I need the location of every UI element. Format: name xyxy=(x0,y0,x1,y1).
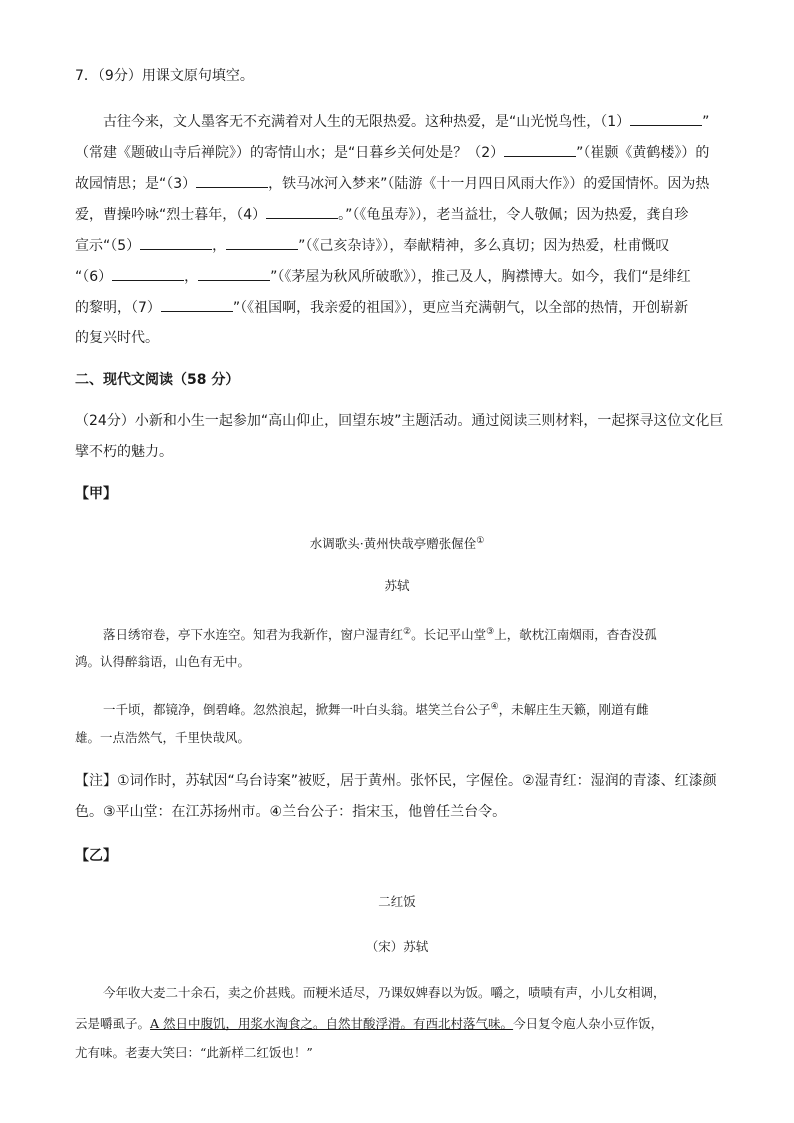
essay-line-2: 云是嚼虱子。A 然日中腹饥，用浆水淘食之。自然甘酸浮滑。有西北村落气味。今日复令庖人杂小豆作饭， xyxy=(75,1016,664,1031)
poem-p1-line1: 落日绣帘卷，亭下水连空。知君为我新作，窗户湿青红②。长记平山堂③上，欹枕江南烟雨，杳杳没孤 xyxy=(103,627,657,643)
blank-6a[interactable] xyxy=(112,266,184,281)
blank-1[interactable] xyxy=(630,111,702,126)
blank-3[interactable] xyxy=(196,173,268,188)
underlined-sentence-2: 自然甘酸浮滑。 xyxy=(325,1016,414,1031)
q7-line-6: “（6） ， ”（《茅屋为秋风所破歌》），推己及人，胸襟博大。如今，我们“是绯红 xyxy=(75,266,691,287)
blank-2[interactable] xyxy=(504,142,576,157)
poem-p2-line2: 雄。一点浩然气，千里快哉风。 xyxy=(75,730,251,745)
blank-5b[interactable] xyxy=(226,235,298,250)
q7-line-3: 故园情思；是“（3） ，铁马冰河入梦来”（陆游《十一月四日风雨大作》）的爱国情怀。因为热 xyxy=(75,173,709,194)
poem-author: 苏轼 xyxy=(384,578,410,593)
section-2-intro-1: （24分）小新和小生一起参加“高山仰止，回望东坡”主题活动。通过阅读三则材料，一起探寻这位文化巨 xyxy=(75,413,724,429)
label-yi: 【乙】 xyxy=(75,848,117,864)
blank-6b[interactable] xyxy=(198,266,270,281)
q7-line-7: 的黎明，（7） ”（《祖国啊，我亲爱的祖国》），更应当充满朝气，以全部的热情，开创崭新 xyxy=(75,297,688,318)
poem-title: 水调歌头·黄州快哉亭赠张偓佺① xyxy=(309,536,485,552)
essay-title: 二红饭 xyxy=(378,894,416,909)
q7-line-5: 宣示“（5） ， ”（《己亥杂诗》），奉献精神，多么真切；因为热爱，杜甫慨叹 xyxy=(75,235,669,256)
q7-line-4: 爱，曹操吟咏“烈士暮年，（4） 。”（《龟虽寿》），老当益壮，令人敬佩；因为热爱，龚自珍 xyxy=(75,204,688,225)
underlined-sentence-1: A 然日中腹饥，用浆水淘食之。 xyxy=(150,1016,326,1031)
essay-author: （宋）苏轼 xyxy=(365,939,429,954)
poem-p2-line1: 一千顷，都镜净，倒碧峰。忽然浪起，掀舞一叶白头翁。堪笑兰台公子④，未解庄生天籁，刚道有雌 xyxy=(103,702,649,718)
underlined-sentence-3: 有西北村落气味。 xyxy=(413,1016,514,1031)
question-7-header: 7．（9分）用课文原句填空。 xyxy=(75,68,254,84)
blank-5a[interactable] xyxy=(140,235,212,250)
section-2-title: 二、现代文阅读（58 分） xyxy=(75,372,240,388)
q7-line-8: 的复兴时代。 xyxy=(75,330,159,346)
poem-p1-line2: 鸿。认得醉翁语，山色有无中。 xyxy=(75,654,251,669)
essay-line-3: 尤有味。老妻大笑曰：“此新样二红饭也！” xyxy=(75,1045,313,1060)
blank-4[interactable] xyxy=(266,204,338,219)
q7-line-2: （常建《题破山寺后禅院》）的寄情山水；是“日暮乡关何处是？（2） ”（崔颢《黄鹤楼》）的 xyxy=(75,142,709,163)
note-line-2: 色。③平山堂：在江苏扬州市。④兰台公子：指宋玉，他曾任兰台令。 xyxy=(75,804,507,820)
label-jia: 【甲】 xyxy=(75,486,117,502)
note-line-1: 【注】①词作时，苏轼因“乌台诗案”被贬，居于黄州。张怀民，字偓佺。②湿青红：湿润的青漆、红漆颜 xyxy=(75,773,717,789)
q7-line-1: 古往今来，文人墨客无不充满着对人生的无限热爱。这种热爱，是“山光悦鸟性，（1） ” xyxy=(103,111,709,132)
essay-line-1: 今年收大麦二十余石，卖之价甚贱。而粳米适尽，乃课奴婢舂以为饭。嚼之，啧啧有声，小儿女相调， xyxy=(103,985,666,1000)
blank-7[interactable] xyxy=(161,297,233,312)
section-2-intro-2: 擘不朽的魅力。 xyxy=(75,444,173,460)
